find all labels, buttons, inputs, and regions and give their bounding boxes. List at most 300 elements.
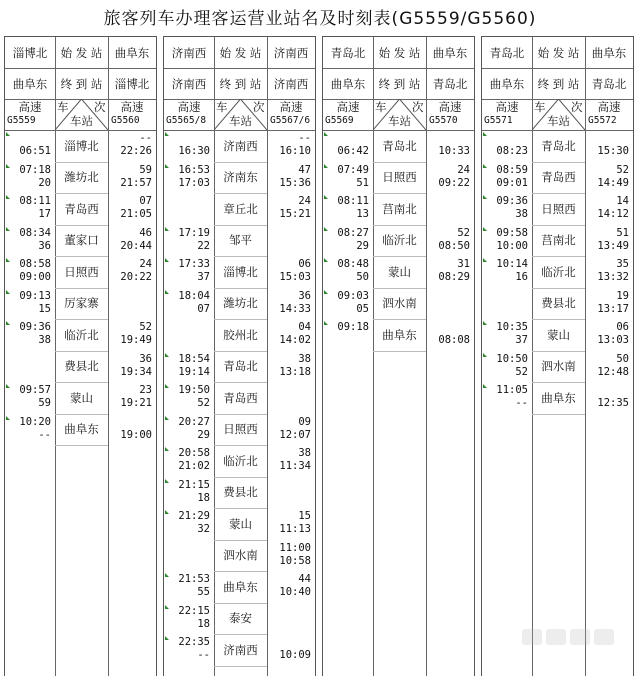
- header-car-label: 车: [375, 100, 387, 114]
- cell-marker-icon: [165, 164, 169, 168]
- header-car-label: 车: [57, 100, 69, 114]
- departure-time-right: 12:35: [597, 397, 629, 409]
- departure-time-right: 10:33: [438, 145, 470, 157]
- arrival-time-right: [110, 290, 152, 302]
- departure-time-right: 13:49: [597, 239, 629, 252]
- departure-time-left: 36: [38, 239, 51, 252]
- station-name: 潍坊北: [223, 296, 258, 311]
- departure-time-right: 15:30: [597, 145, 629, 157]
- arrival-time-right: --: [298, 132, 311, 144]
- arrival-time-right: 44: [298, 573, 311, 585]
- arrival-time-right: [428, 132, 470, 144]
- departure-time-right: [428, 208, 470, 220]
- departure-time-right: 10:58: [279, 554, 311, 567]
- departure-time-left: 38: [515, 208, 528, 220]
- arrival-time-right: --: [139, 132, 152, 144]
- arrival-time-left: [484, 290, 528, 302]
- cell-marker-icon: [165, 479, 169, 483]
- arrival-time-left: 08:27: [337, 226, 369, 239]
- arrival-time-left: 10:50: [496, 352, 528, 365]
- timetable-1: [4, 36, 157, 676]
- arrival-time-right: [269, 227, 311, 239]
- departure-time-left: 50: [356, 271, 369, 283]
- cell-marker-icon: [6, 258, 10, 262]
- origin-label: 始 发 站: [219, 45, 262, 60]
- departure-time-right: 13:18: [279, 365, 311, 378]
- departure-time-left: [325, 334, 369, 346]
- cell-marker-icon: [6, 384, 10, 388]
- arrival-time-right: 04: [298, 321, 311, 333]
- departure-time-right: 13:03: [597, 334, 629, 346]
- departure-time-left: 29: [197, 428, 210, 441]
- departure-time-left: 51: [356, 176, 369, 189]
- station-name: 曲阜东: [382, 327, 417, 342]
- departure-time-left: 07: [197, 302, 210, 315]
- arrival-time-left: [166, 132, 210, 144]
- header-station-label: 车站: [388, 114, 411, 128]
- arrival-time-left: 09:03: [337, 289, 369, 302]
- cell-marker-icon: [165, 510, 169, 514]
- arrival-time-left: 20:58: [178, 447, 210, 459]
- arrival-time-right: 38: [298, 447, 311, 459]
- departure-time-left: 32: [197, 523, 210, 535]
- arrival-time-left: 18:04: [178, 289, 210, 302]
- cell-marker-icon: [165, 416, 169, 420]
- departure-time-left: 18: [197, 617, 210, 630]
- arrival-time-left: 08:11: [19, 195, 51, 207]
- origin-label: 始 发 站: [378, 45, 421, 60]
- station-name: 日照西: [382, 170, 417, 185]
- cell-marker-icon: [324, 321, 328, 325]
- departure-time-right: 19:49: [120, 334, 152, 346]
- watermark: [522, 626, 632, 648]
- arrival-time-right: 15: [298, 510, 311, 522]
- arrival-time-left: 22:35: [178, 636, 210, 648]
- cell-marker-icon: [324, 132, 328, 136]
- arrival-time-left: 09:36: [496, 195, 528, 207]
- departure-time-left: 09:00: [19, 271, 51, 283]
- page-title: 旅客列车办理客运营业站名及时刻表(G5559/G5560): [103, 9, 537, 29]
- station-name: 临沂北: [382, 233, 417, 248]
- departure-time-right: 12:07: [279, 428, 311, 441]
- arrival-time-left: 08:34: [19, 226, 51, 239]
- origin-label: 始 发 站: [537, 45, 580, 60]
- departure-time-right: 20:22: [120, 271, 152, 283]
- station-name: 济南西: [223, 138, 258, 153]
- departure-time-left: [7, 366, 51, 378]
- arrival-time-left: 08:11: [337, 195, 369, 207]
- departure-time-right: [269, 397, 311, 409]
- departure-time-right: 09:22: [438, 176, 470, 189]
- departure-time-right: 11:34: [279, 460, 311, 472]
- train-code-right: G5567/6: [270, 115, 311, 126]
- origin-station-left: 青岛北: [330, 45, 366, 60]
- arrival-time-left: 07:18: [19, 163, 51, 176]
- header-station-label: 车站: [547, 114, 570, 128]
- departure-time-left: --: [38, 428, 51, 441]
- cell-marker-icon: [165, 384, 169, 388]
- station-name: 淄博北: [64, 138, 99, 153]
- station-name: 济南东: [223, 170, 258, 185]
- departure-time-left: [166, 334, 210, 346]
- arrival-time-right: [269, 479, 311, 491]
- arrival-time-left: 16:53: [178, 163, 210, 176]
- cell-marker-icon: [483, 353, 487, 357]
- arrival-time-left: 10:20: [19, 415, 51, 428]
- departure-time-left: 22: [197, 239, 210, 252]
- arrival-time-left: 17:33: [178, 258, 210, 270]
- station-name: 邹平: [229, 233, 252, 248]
- station-name: 胶州北: [223, 327, 258, 342]
- arrival-time-left: 10:35: [496, 321, 528, 333]
- row-divider: [532, 414, 585, 415]
- departure-time-left: [166, 208, 210, 220]
- departure-time-left: 21:02: [178, 460, 210, 472]
- departure-time-right: 08:50: [438, 239, 470, 252]
- departure-time-right: 19:00: [120, 428, 152, 441]
- train-code-right: G5560: [111, 115, 140, 126]
- departure-time-left: 13: [356, 208, 369, 220]
- arrival-time-right: [428, 321, 470, 333]
- cell-marker-icon: [6, 290, 10, 294]
- departure-time-left: 17: [38, 208, 51, 220]
- arrival-time-right: 36: [139, 352, 152, 365]
- terminus-station-left: 曲阜东: [330, 76, 366, 91]
- arrival-time-right: 36: [298, 289, 311, 302]
- station-name: 董家口: [64, 233, 99, 248]
- station-name: 蒙山: [229, 516, 252, 531]
- arrival-time-left: [166, 321, 210, 333]
- arrival-time-left: [166, 542, 210, 554]
- station-name: 泰安: [229, 611, 252, 626]
- train-grade-right: 高速: [120, 100, 144, 114]
- train-grade-left: 高速: [177, 100, 201, 114]
- cell-marker-icon: [324, 195, 328, 199]
- station-name: 青岛西: [223, 390, 258, 405]
- station-name: 青岛西: [541, 170, 576, 185]
- arrival-time-left: 09:13: [19, 289, 51, 302]
- station-name: 厉家寨: [64, 296, 99, 311]
- departure-time-right: 16:10: [279, 145, 311, 157]
- arrival-time-left: [7, 132, 51, 144]
- departure-time-right: [269, 618, 311, 630]
- arrival-time-right: 51: [616, 226, 629, 239]
- cell-marker-icon: [165, 447, 169, 451]
- departure-time-right: 15:21: [279, 208, 311, 220]
- terminus-station-right: 淄博北: [114, 76, 150, 91]
- timetable-3: [322, 36, 475, 676]
- header-number-label: 次: [94, 100, 106, 114]
- departure-time-left: 06:42: [337, 145, 369, 157]
- arrival-time-right: 24: [298, 195, 311, 207]
- departure-time-right: 14:49: [597, 176, 629, 189]
- terminus-label: 终 到 站: [537, 76, 580, 91]
- departure-time-left: 59: [38, 397, 51, 409]
- arrival-time-right: 23: [139, 384, 152, 396]
- arrival-time-right: 11:00: [279, 541, 311, 554]
- row-divider: [55, 445, 108, 446]
- arrival-time-left: 22:15: [178, 604, 210, 617]
- departure-time-left: 05: [356, 302, 369, 315]
- arrival-time-right: [428, 290, 470, 302]
- departure-time-left: 52: [197, 397, 210, 409]
- train-code-left: G5571: [484, 115, 513, 126]
- station-name: 曲阜东: [223, 579, 258, 594]
- arrival-time-left: 09:36: [19, 321, 51, 333]
- station-name: 费县北: [64, 359, 99, 374]
- station-name: 青岛西: [64, 201, 99, 216]
- cell-marker-icon: [324, 258, 328, 262]
- cell-marker-icon: [6, 416, 10, 420]
- station-name: 青岛北: [382, 138, 417, 153]
- departure-time-left: 20: [38, 176, 51, 189]
- cell-marker-icon: [324, 164, 328, 168]
- departure-time-left: 19:14: [178, 365, 210, 378]
- departure-time-left: 37: [197, 271, 210, 283]
- station-name: 临沂北: [541, 264, 576, 279]
- arrival-time-left: [7, 353, 51, 365]
- arrival-time-right: 35: [616, 258, 629, 270]
- train-code-left: G5565/8: [166, 115, 207, 126]
- departure-time-right: 19:34: [120, 365, 152, 378]
- train-code-right: G5572: [588, 115, 617, 126]
- station-name: 临沂北: [223, 453, 258, 468]
- arrival-time-right: 07: [139, 195, 152, 207]
- train-code-left: G5569: [325, 115, 354, 126]
- arrival-time-left: 10:14: [496, 258, 528, 270]
- station-name: 莒南北: [382, 201, 417, 216]
- arrival-time-left: 17:19: [178, 226, 210, 239]
- arrival-time-right: 06: [298, 258, 311, 270]
- departure-time-left: 17:03: [178, 176, 210, 189]
- cell-marker-icon: [6, 227, 10, 231]
- station-name: 泗水南: [541, 359, 576, 374]
- station-name: 费县北: [223, 485, 258, 500]
- departure-time-right: 08:08: [438, 334, 470, 346]
- departure-time-left: --: [197, 649, 210, 661]
- terminus-station-right: 青岛北: [432, 76, 468, 91]
- arrival-time-right: 52: [457, 226, 470, 239]
- cell-marker-icon: [483, 227, 487, 231]
- origin-station-right: 济南西: [273, 45, 309, 60]
- arrival-time-right: [110, 416, 152, 428]
- cell-marker-icon: [165, 227, 169, 231]
- arrival-time-right: 24: [457, 163, 470, 176]
- station-name: 蒙山: [70, 390, 93, 405]
- cell-marker-icon: [483, 132, 487, 136]
- station-name: 济南西: [223, 642, 258, 657]
- terminus-station-left: 曲阜东: [12, 76, 48, 91]
- departure-time-right: 20:44: [120, 239, 152, 252]
- departure-time-right: 10:40: [279, 586, 311, 598]
- timetable-2: [163, 36, 316, 676]
- arrival-time-left: 19:50: [178, 384, 210, 396]
- arrival-time-right: 47: [298, 163, 311, 176]
- station-name: 曲阜东: [64, 422, 99, 437]
- row-divider: [373, 351, 426, 352]
- train-grade-left: 高速: [495, 100, 519, 114]
- train-grade-right: 高速: [438, 100, 462, 114]
- station-name: 青岛北: [541, 138, 576, 153]
- arrival-time-left: 11:05: [496, 384, 528, 396]
- origin-station-right: 曲阜东: [114, 45, 150, 60]
- departure-time-right: [269, 492, 311, 504]
- arrival-time-left: 21:29: [178, 510, 210, 522]
- departure-time-right: 15:03: [279, 271, 311, 283]
- departure-time-right: [428, 303, 470, 315]
- train-grade-left: 高速: [336, 100, 360, 114]
- cell-marker-icon: [6, 195, 10, 199]
- departure-time-left: --: [515, 397, 528, 409]
- origin-station-left: 济南西: [171, 45, 207, 60]
- departure-time-right: 21:57: [120, 176, 152, 189]
- arrival-time-left: 08:59: [496, 163, 528, 176]
- arrival-time-left: 21:53: [178, 573, 210, 585]
- terminus-station-right: 济南西: [273, 76, 309, 91]
- station-name: 日照西: [64, 264, 99, 279]
- arrival-time-right: 50: [616, 352, 629, 365]
- departure-time-left: 08:23: [496, 145, 528, 157]
- cell-marker-icon: [165, 605, 169, 609]
- arrival-time-right: 31: [457, 258, 470, 270]
- station-name: 日照西: [541, 201, 576, 216]
- terminus-station-left: 济南西: [171, 76, 207, 91]
- departure-time-right: 10:09: [279, 649, 311, 661]
- departure-time-left: [484, 303, 528, 315]
- departure-time-left: 16:30: [178, 145, 210, 157]
- cell-marker-icon: [165, 573, 169, 577]
- arrival-time-left: 09:57: [19, 384, 51, 396]
- departure-time-right: 21:05: [120, 208, 152, 220]
- arrival-time-left: 09:58: [496, 226, 528, 239]
- train-grade-right: 高速: [279, 100, 303, 114]
- departure-time-right: 15:36: [279, 176, 311, 189]
- header-number-label: 次: [412, 100, 424, 114]
- arrival-time-left: [484, 132, 528, 144]
- station-name: 费县北: [541, 296, 576, 311]
- cell-marker-icon: [324, 227, 328, 231]
- departure-time-left: 15: [38, 302, 51, 315]
- arrival-time-right: [587, 132, 629, 144]
- arrival-time-left: 09:18: [337, 321, 369, 333]
- departure-time-left: 37: [515, 334, 528, 346]
- cell-marker-icon: [483, 321, 487, 325]
- station-name: 日照西: [223, 422, 258, 437]
- header-car-label: 车: [534, 100, 546, 114]
- departure-time-right: 13:32: [597, 271, 629, 283]
- header-car-label: 车: [216, 100, 228, 114]
- station-name: 泗水南: [382, 296, 417, 311]
- timetable-4: [481, 36, 634, 676]
- departure-time-left: [166, 555, 210, 567]
- cell-marker-icon: [165, 132, 169, 136]
- arrival-time-left: 07:49: [337, 163, 369, 176]
- departure-time-right: 13:17: [597, 302, 629, 315]
- arrival-time-left: [166, 195, 210, 207]
- station-name: 蒙山: [388, 264, 411, 279]
- departure-time-left: 38: [38, 334, 51, 346]
- departure-time-left: 55: [197, 586, 210, 598]
- cell-marker-icon: [6, 132, 10, 136]
- cell-marker-icon: [483, 384, 487, 388]
- cell-marker-icon: [324, 290, 328, 294]
- departure-time-right: 19:21: [120, 397, 152, 409]
- terminus-station-right: 青岛北: [591, 76, 627, 91]
- departure-time-right: 22:26: [120, 145, 152, 157]
- cell-marker-icon: [6, 321, 10, 325]
- train-grade-right: 高速: [597, 100, 621, 114]
- cell-marker-icon: [165, 353, 169, 357]
- origin-station-right: 曲阜东: [591, 45, 627, 60]
- station-name: 曲阜东: [541, 390, 576, 405]
- arrival-time-right: [269, 605, 311, 617]
- station-name: 潍坊北: [64, 170, 99, 185]
- terminus-label: 终 到 站: [219, 76, 262, 91]
- departure-time-left: 16: [515, 271, 528, 283]
- arrival-time-right: [269, 636, 311, 648]
- header-number-label: 次: [571, 100, 583, 114]
- terminus-label: 终 到 站: [378, 76, 421, 91]
- departure-time-right: 14:12: [597, 208, 629, 220]
- arrival-time-right: 38: [298, 352, 311, 365]
- departure-time-left: 52: [515, 365, 528, 378]
- departure-time-left: 09:01: [496, 176, 528, 189]
- station-name: 泗水南: [223, 548, 258, 563]
- header-station-label: 车站: [229, 114, 252, 128]
- origin-station-left: 青岛北: [489, 45, 525, 60]
- header-number-label: 次: [253, 100, 265, 114]
- station-name: 蒙山: [547, 327, 570, 342]
- cell-marker-icon: [483, 258, 487, 262]
- arrival-time-right: 52: [139, 321, 152, 333]
- station-name: 章丘北: [223, 201, 258, 216]
- origin-station-right: 曲阜东: [432, 45, 468, 60]
- arrival-time-right: 59: [139, 163, 152, 176]
- departure-time-right: [110, 303, 152, 315]
- cell-marker-icon: [165, 258, 169, 262]
- arrival-time-right: 09: [298, 415, 311, 428]
- terminus-station-left: 曲阜东: [489, 76, 525, 91]
- departure-time-left: 18: [197, 491, 210, 504]
- arrival-time-right: 19: [616, 289, 629, 302]
- arrival-time-left: 18:54: [178, 352, 210, 365]
- arrival-time-right: [428, 195, 470, 207]
- arrival-time-right: [269, 384, 311, 396]
- cell-marker-icon: [483, 195, 487, 199]
- arrival-time-left: 20:27: [178, 415, 210, 428]
- cell-marker-icon: [6, 164, 10, 168]
- station-name: 临沂北: [64, 327, 99, 342]
- departure-time-right: 08:29: [438, 271, 470, 283]
- cell-marker-icon: [165, 636, 169, 640]
- arrival-time-left: 21:15: [178, 478, 210, 491]
- cell-marker-icon: [165, 290, 169, 294]
- origin-label: 始 发 站: [60, 45, 103, 60]
- train-code-left: G5559: [7, 115, 36, 126]
- row-divider: [214, 666, 267, 667]
- departure-time-right: 14:02: [279, 334, 311, 346]
- arrival-time-right: 46: [139, 226, 152, 239]
- arrival-time-left: [325, 132, 369, 144]
- arrival-time-right: [587, 384, 629, 396]
- departure-time-right: 12:48: [597, 365, 629, 378]
- arrival-time-right: 14: [616, 195, 629, 207]
- terminus-label: 终 到 站: [60, 76, 103, 91]
- origin-station-left: 淄博北: [12, 45, 48, 60]
- station-name: 莒南北: [541, 233, 576, 248]
- arrival-time-left: 08:58: [19, 258, 51, 270]
- departure-time-left: 10:00: [496, 239, 528, 252]
